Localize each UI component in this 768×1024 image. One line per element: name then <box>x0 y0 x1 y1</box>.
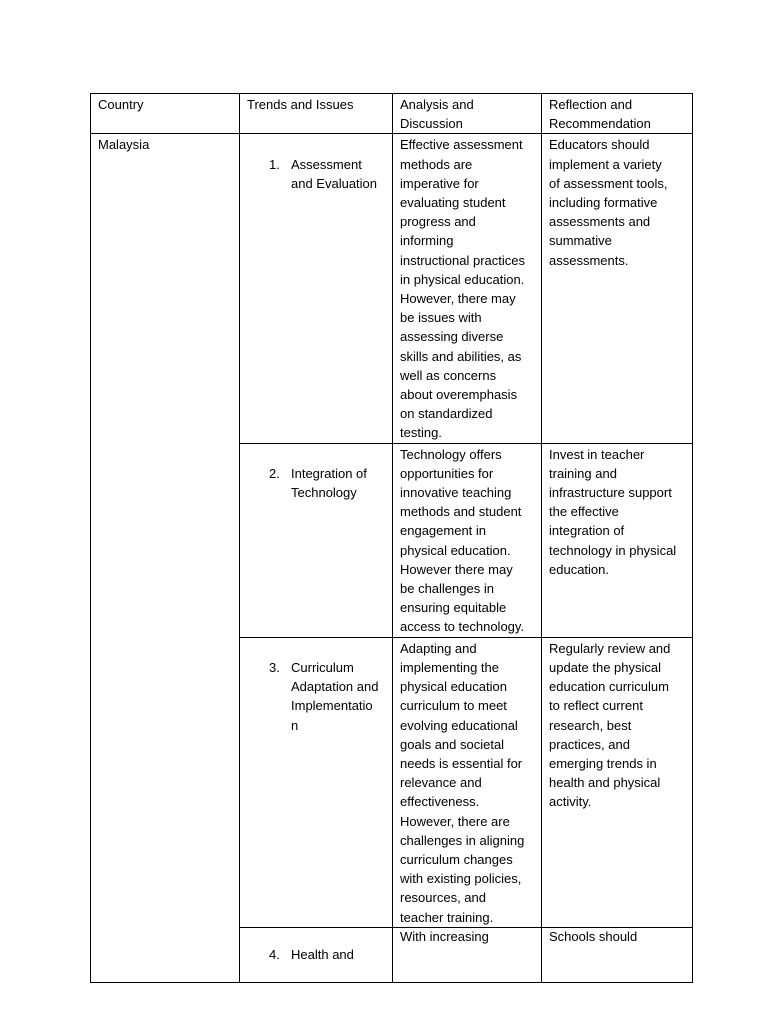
trend-text: Integration of Technology <box>291 465 367 501</box>
trend-number: 1. <box>269 156 280 172</box>
trend-cell <box>240 637 393 927</box>
analysis-cell: Adapting and implementing the physical education curriculum to meet evolving educational goals and societal needs is essential for relevance and effectiveness. However, there are challenges in aligning curriculum changes with existing policies, resources, and teacher training. <box>393 637 542 927</box>
trend-text: Assessment and Evaluation <box>291 156 378 191</box>
reflection-cell: Invest in teacher training and infrastructure support the effective integration of technology in physical education. <box>542 443 693 637</box>
trend-number: 3. <box>269 659 280 675</box>
trend-number: 2. <box>269 465 280 481</box>
trend-text: Health and <box>291 946 354 962</box>
analysis-cell: Technology offers opportunities for innovative teaching methods and student engagement in physical education. However there may be challenges in ensuring equitable access to technology. <box>393 443 542 637</box>
header-country: Country <box>91 94 240 134</box>
header-trends: Trends and Issues <box>240 94 393 134</box>
header-reflection: Reflection and Recommendation <box>542 94 693 134</box>
reflection-cell: Schools should <box>542 927 693 982</box>
trends-table <box>90 93 693 983</box>
country-cell: Malaysia <box>91 134 240 982</box>
trend-cell <box>240 927 393 982</box>
reflection-cell: Educators should implement a variety of assessment tools, including formative assessments and summative assessments. <box>542 134 693 443</box>
analysis-cell: Effective assessment methods are imperative for evaluating student progress and informing instructional practices in physical education. However, there may be issues with assessing diverse skills and abilities, as well as concerns about overemphasis on standardized testing. <box>393 134 542 443</box>
trend-number: 4. <box>269 946 280 962</box>
table-header-row <box>91 94 693 134</box>
header-analysis: Analysis and Discussion <box>393 94 542 134</box>
trend-cell <box>240 443 393 637</box>
reflection-cell: Regularly review and update the physical education curriculum to reflect current research, best practices, and emerging trends in health and physical activity. <box>542 637 693 927</box>
table-row <box>91 134 693 443</box>
analysis-cell: With increasing <box>393 927 542 982</box>
trend-cell <box>240 134 393 443</box>
trend-text: Curriculum Adaptation and Implementatio n <box>291 659 379 733</box>
